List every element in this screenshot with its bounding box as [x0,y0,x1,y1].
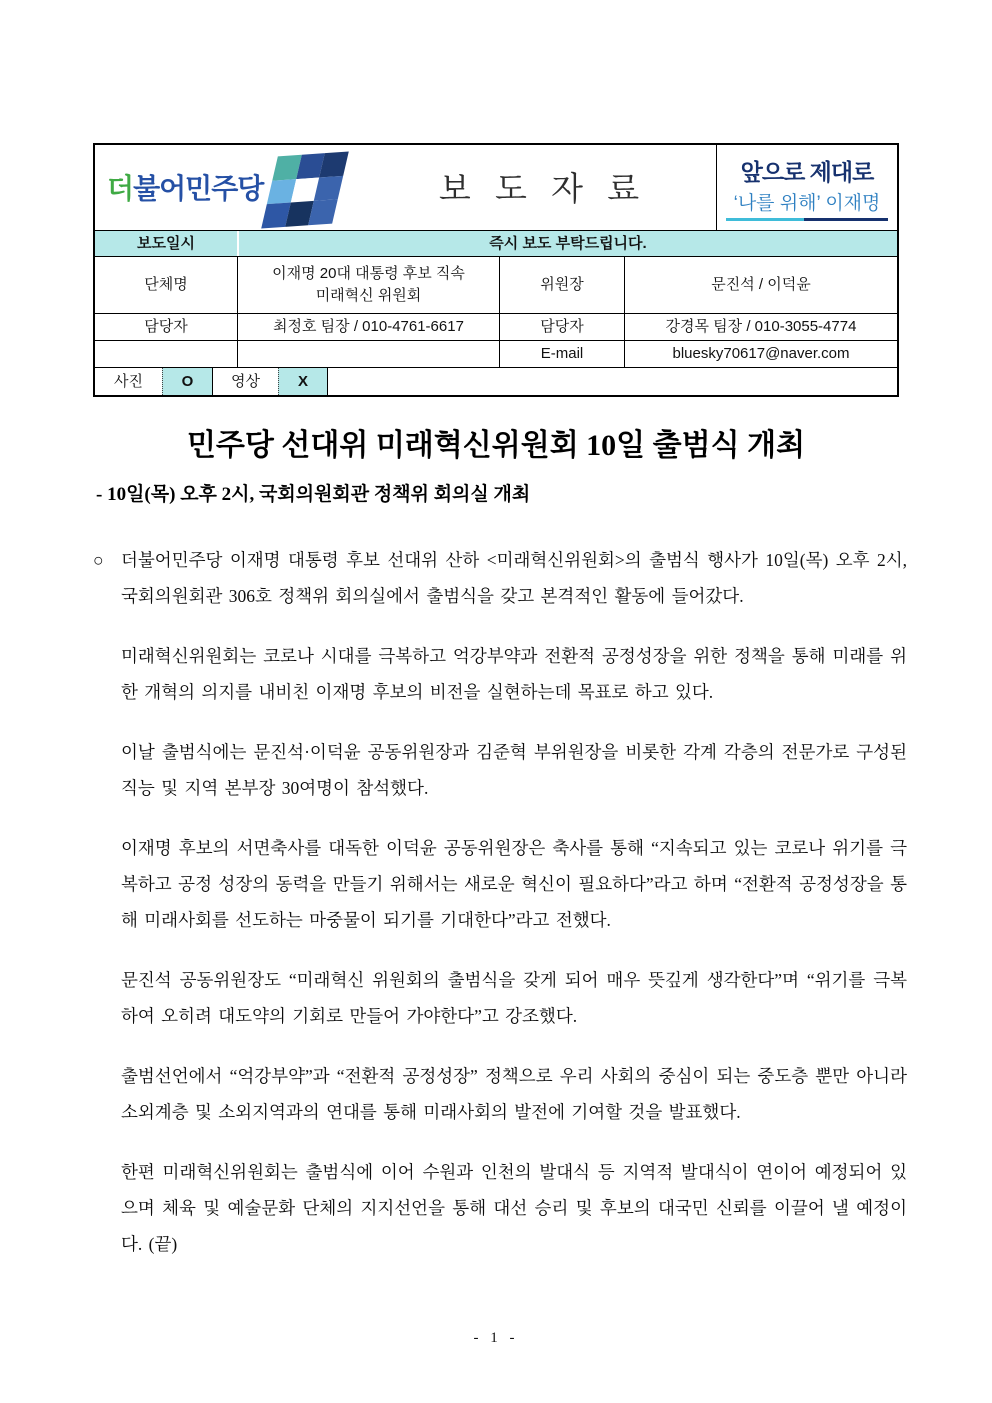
slogan-line1: 앞으로 제대로 [740,159,874,185]
chairman-label: 위원장 [499,257,624,313]
body-paragraph: 출범선언에서 “억강부약”과 “전환적 공정성장” 정책으로 우리 사회의 중심이 되는 중도층 뿐만 아니라 소외계층 및 소외지역과의 연대를 통해 미래사회의 발전에 기여할 것을 발표했다. [121,1066,907,1122]
campaign-slogan [716,145,897,230]
page-subtitle: - 10일(목) 오후 2시, 국회의원회관 정책위 회의실 개최 [96,484,531,505]
slogan-underline [726,218,888,221]
body-paragraph: 미래혁신위원회는 코로나 시대를 극복하고 억강부약과 전환적 공정성장을 위한 정책을 통해 미래를 위한 개혁의 의지를 내비친 이재명 후보의 비전을 실현하는데 목표로 하고 있다. [121,646,907,702]
contact2-value: 강경목 팀장 / 010-3055-4774 [624,314,897,340]
email-row-empty2 [237,341,499,367]
party-logo-text-green: 더 [107,173,134,204]
party-logo [107,169,263,210]
email-row [95,340,897,367]
body-paragraph-text: 더불어민주당 이재명 대통령 후보 선대위 산하 <미래혁신위원회>의 출범식 행사가 10일(목) 오후 2시, 국회의원회관 306호 정책위 회의실에서 출범식을 갖고 본격적인 활동에 들어갔다. [121,550,907,606]
contact1-label: 담당자 [144,318,188,336]
slogan-line2: ‘나를 위해’ 이재명 [733,193,881,214]
press-release-header-table [93,143,899,397]
press-release-body [93,542,907,1286]
video-flag-value: X [278,368,327,395]
media-row-empty [327,368,897,395]
email-value: bluesky70617@naver.com [624,341,897,367]
body-paragraph: 문진석 공동위원장도 “미래혁신 위원회의 출범식을 갖게 되어 매우 뜻깊게 생각한다”며 “위기를 극복하여 오히려 대도약의 기회로 만들어 가야한다”고 강조했다. [121,970,907,1026]
contact1-value: 최정호 팀장 / 010-4761-6617 [237,314,499,340]
organization-label: 단체명 [144,276,188,294]
organization-value-line2: 미래혁신 위원회 [315,287,422,304]
release-date-row [95,230,897,256]
page-number: - 1 - [473,1330,519,1346]
header-row [95,145,897,230]
doc-type-title: 보 도 자 료 [438,172,648,208]
email-label: E-mail [499,341,624,367]
brand-cell [95,145,716,230]
organization-value [237,257,499,313]
body-paragraph [93,542,907,614]
body-paragraph: 이재명 후보의 서면축사를 대독한 이덕윤 공동위원장은 축사를 통해 “지속되고 있는 코로나 위기를 극복하고 공정 성장의 동력을 만들기 위해서는 새로운 혁신이 필요하다”라고 하며 “전환적 공정성장을 통해 미래사회를 선도하는 마중물이 되기를 기대한다”라고 전했다. [121,838,907,930]
video-label: 영상 [212,368,278,395]
organization-row [95,256,897,313]
body-paragraph: 이날 출범식에는 문진석·이덕윤 공동위원장과 김준혁 부위원장을 비롯한 각계 각층의 전문가로 구성된 직능 및 지역 본부장 30여명이 참석했다. [121,742,907,798]
media-row [95,367,897,395]
contact-row [95,313,897,340]
chairman-value: 문진석 / 이덕윤 [624,257,897,313]
circle-bullet: ○ [93,550,104,570]
photo-flag-value: O [162,368,212,395]
page-title: 민주당 선대위 미래혁신위원회 10일 출범식 개최 [186,429,806,462]
release-date-value: 즉시 보도 부탁드립니다. [237,231,897,256]
organization-value-line1: 이재명 20대 대통령 후보 직속 [272,265,465,283]
body-paragraph: 한편 미래혁신위원회는 출범식에 이어 수원과 인천의 발대식 등 지역적 발대식이 연이어 예정되어 있으며 체육 및 예술문화 단체의 지지선언을 통해 대선 승리 및 후보의 대국민 신뢰를 이끌어 낼 예정이다. (끝) [121,1162,907,1254]
photo-label: 사진 [114,372,143,390]
party-flag-icon [257,149,357,237]
contact2-label: 담당자 [499,314,624,340]
party-logo-text-blue: 불어민주당 [133,173,264,204]
email-row-empty1 [95,341,237,367]
release-date-label: 보도일시 [137,234,195,252]
